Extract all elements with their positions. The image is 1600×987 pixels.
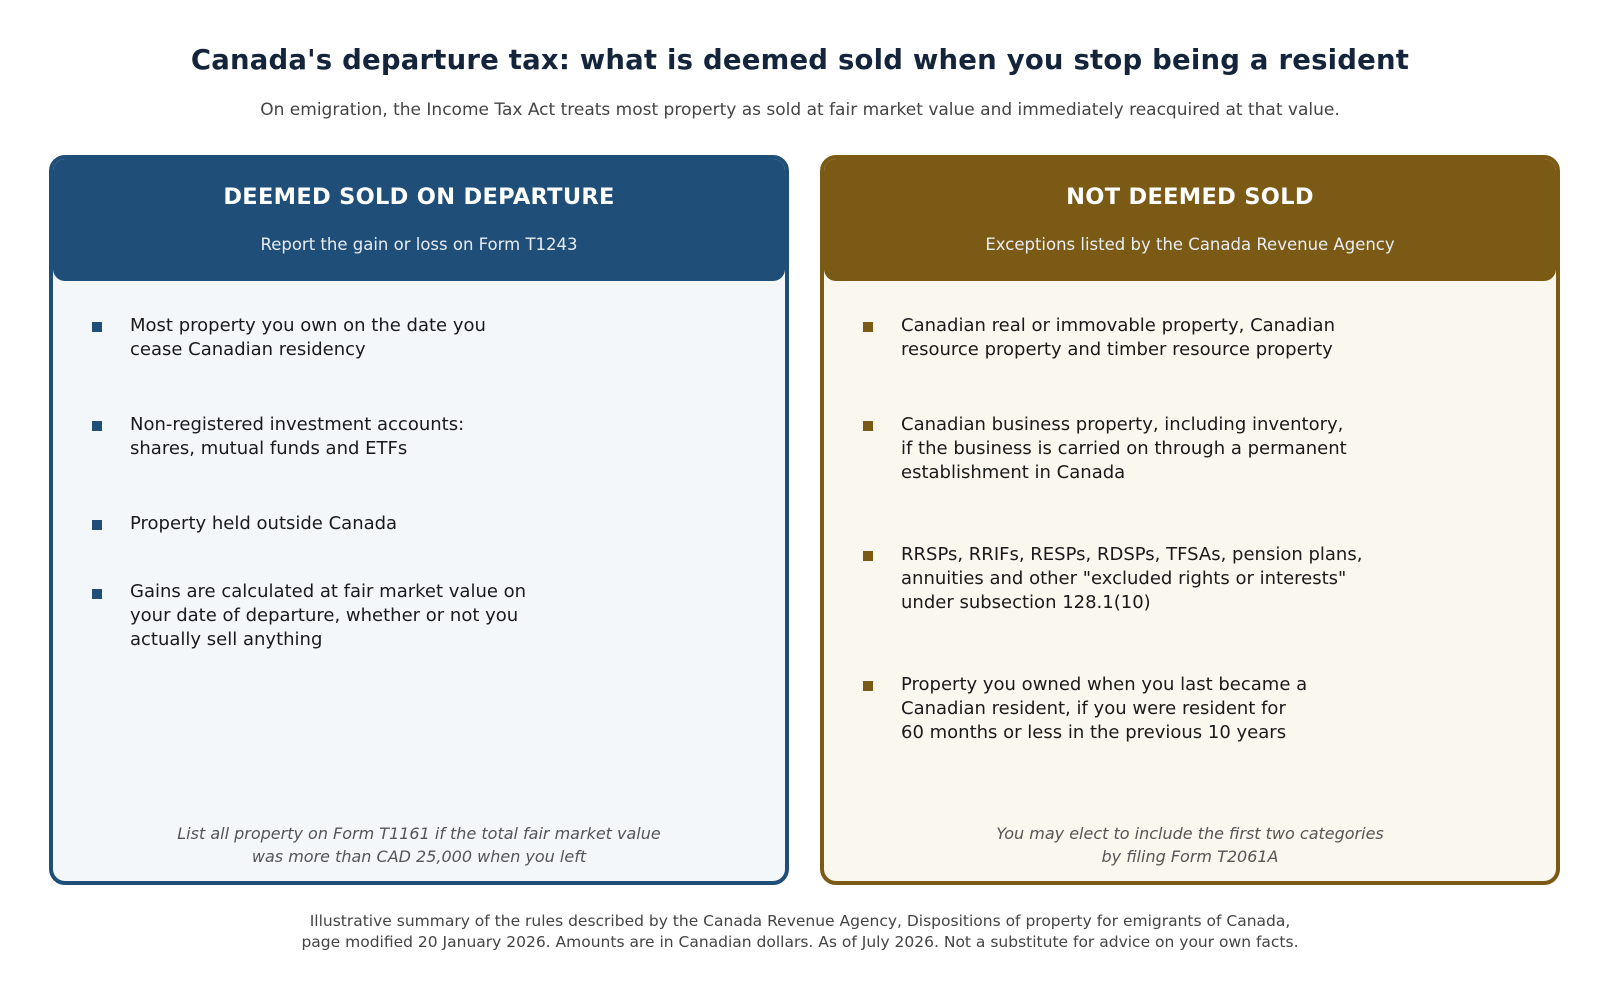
page-subtitle: On emigration, the Income Tax Act treats most property as sold at fair market value and immediately reacquired at that value. — [260, 100, 1340, 120]
deemed-sold-header — [53, 159, 785, 281]
bullet-square-icon — [92, 322, 102, 332]
not-deemed-sold-panel — [820, 155, 1560, 885]
page-title: Canada's departure tax: what is deemed sold when you stop being a resident — [190, 44, 1410, 76]
not-deemed-item-2: Canadian business property, including inventory, if the business is carried on through a permanent establishment in Canada — [901, 414, 1347, 483]
deemed-item-3: Property held outside Canada — [130, 513, 398, 534]
bullet-square-icon — [863, 551, 873, 561]
not-deemed-item-1: Canadian real or immovable property, Canadian resource property and timber resource property — [901, 315, 1335, 360]
not-deemed-item-4: Property you owned when you last became a Canadian resident, if you were resident for 60 months or less in the previous 10 years — [901, 674, 1308, 743]
not-deemed-sold-header — [824, 159, 1556, 281]
deemed-sold-subheading: Report the gain or loss on Form T1243 — [260, 235, 578, 254]
deemed-sold-note: List all property on Form T1161 if the total fair market value was more than CAD 25,000 when you left — [177, 824, 661, 866]
bullet-square-icon — [863, 681, 873, 691]
bullet-square-icon — [92, 421, 102, 431]
not-deemed-sold-heading: NOT DEEMED SOLD — [1066, 184, 1314, 210]
not-deemed-sold-note: You may elect to include the first two categories by filing Form T2061A — [996, 824, 1384, 866]
bullet-square-icon — [863, 421, 873, 431]
deemed-item-4: Gains are calculated at fair market value on your date of departure, whether or not you actually sell anything — [130, 581, 527, 650]
bullet-square-icon — [92, 589, 102, 599]
bullet-square-icon — [863, 322, 873, 332]
deemed-sold-heading: DEEMED SOLD ON DEPARTURE — [223, 184, 615, 210]
deemed-sold-panel — [49, 155, 789, 885]
deemed-item-1: Most property you own on the date you cease Canadian residency — [130, 315, 486, 360]
deemed-item-2: Non-registered investment accounts: shares, mutual funds and ETFs — [130, 414, 465, 459]
bullet-square-icon — [92, 520, 102, 530]
not-deemed-item-3: RRSPs, RRIFs, RESPs, RDSPs, TFSAs, pension plans, annuities and other "excluded rights or interests" under subsection 128.1(10) — [901, 544, 1363, 613]
source-footnote: Illustrative summary of the rules described by the Canada Revenue Agency, Dispositions of property for emigrants of Canada, page modified 20 January 2026. Amounts are in Canadian dollars. As of July 2026. Not a substitute for advice on your own facts. — [301, 912, 1299, 951]
not-deemed-sold-subheading: Exceptions listed by the Canada Revenue Agency — [985, 235, 1395, 254]
